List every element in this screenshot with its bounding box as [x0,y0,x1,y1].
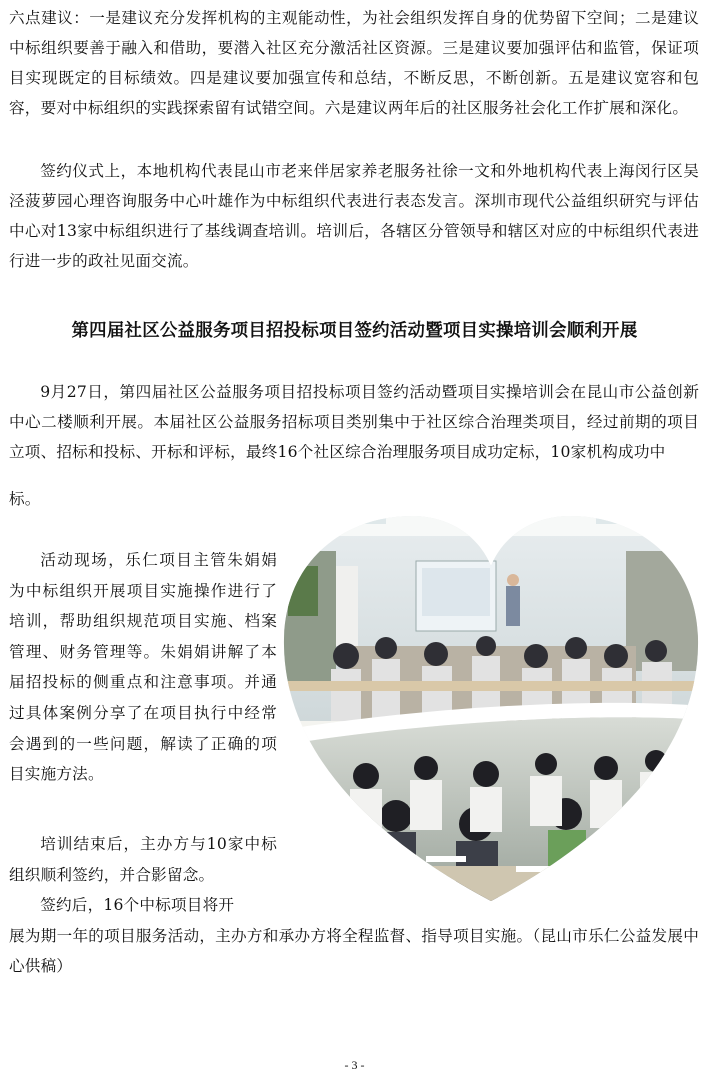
paragraph-training [9,545,277,790]
paragraph-suggestions [9,3,699,123]
paragraph-text: 培训结束后，主办方与10家中标组织顺利签约，并合影留念。 [9,835,277,884]
paragraph-text: 9月27日，第四届社区公益服务项目招投标项目签约活动暨项目实操培训会在昆山市公益创新中心二楼顺利开展。本届社区公益服务招标项目类别集中于社区综合治理类项目，经过前期的项目立项、招标和投标、开标和评标，最终16个社区综合治理服务项目成功定标，10家机构成功中 [9,383,699,461]
paragraph-signing [9,829,277,890]
paragraph-text: 展为期一年的项目服务活动，主办方和承办方将全程监督、指导项目实施。（昆山市乐仁公益发展中心供稿） [9,927,699,975]
paragraph-text: 签约仪式上，本地机构代表昆山市老来伴居家养老服务社徐一文和外地机构代表上海闵行区吴泾菠萝园心理咨询服务中心叶雄作为中标组织代表进行表态发言。深圳市现代公益组织研究与评估中心对13家中标组织进行了基线调查培训。培训后，各辖区分管领导和辖区对应的中标组织代表进行进一步的政社见面交流。 [9,162,699,270]
paragraph-text: 标。 [9,490,41,508]
paragraph-intro [9,377,699,467]
article-heading: 第四届社区公益服务项目招投标项目签约活动暨项目实操培训会顺利开展 [71,321,638,341]
paragraph-after-signing-rest [9,921,699,981]
paragraph-text: 活动现场，乐仁项目主管朱娟娟为中标组织开展项目实施操作进行了培训，帮助组织规范项目实施、档案管理、财务管理等。朱娟娟讲解了本届招投标的侧重点和注意事项。并通过具体案例分享了在项目执行中经常会遇到的一些问题，解读了正确的项目实施方法。 [9,551,277,784]
paragraph-after-signing-start [9,890,277,921]
paragraph-intro-continued [9,484,277,515]
heart-photo-collage [276,506,706,906]
page-number: - 3 - [344,1058,365,1072]
paragraph-text: 签约后，16个中标项目将开 [40,896,235,914]
paragraph-signing-ceremony [9,156,699,276]
paragraph-text: 六点建议：一是建议充分发挥机构的主观能动性，为社会组织发挥自身的优势留下空间；二是建议中标组织要善于融入和借助，要潜入社区充分激活社区资源。三是建议要加强评估和监管，保证项目实现既定的目标绩效。四是建议要加强宣传和总结，不断反思，不断创新。五是建议宽容和包容，要对中标组织的实践探索留有试错空间。六是建议两年后的社区服务社会化工作扩展和深化。 [9,9,699,117]
